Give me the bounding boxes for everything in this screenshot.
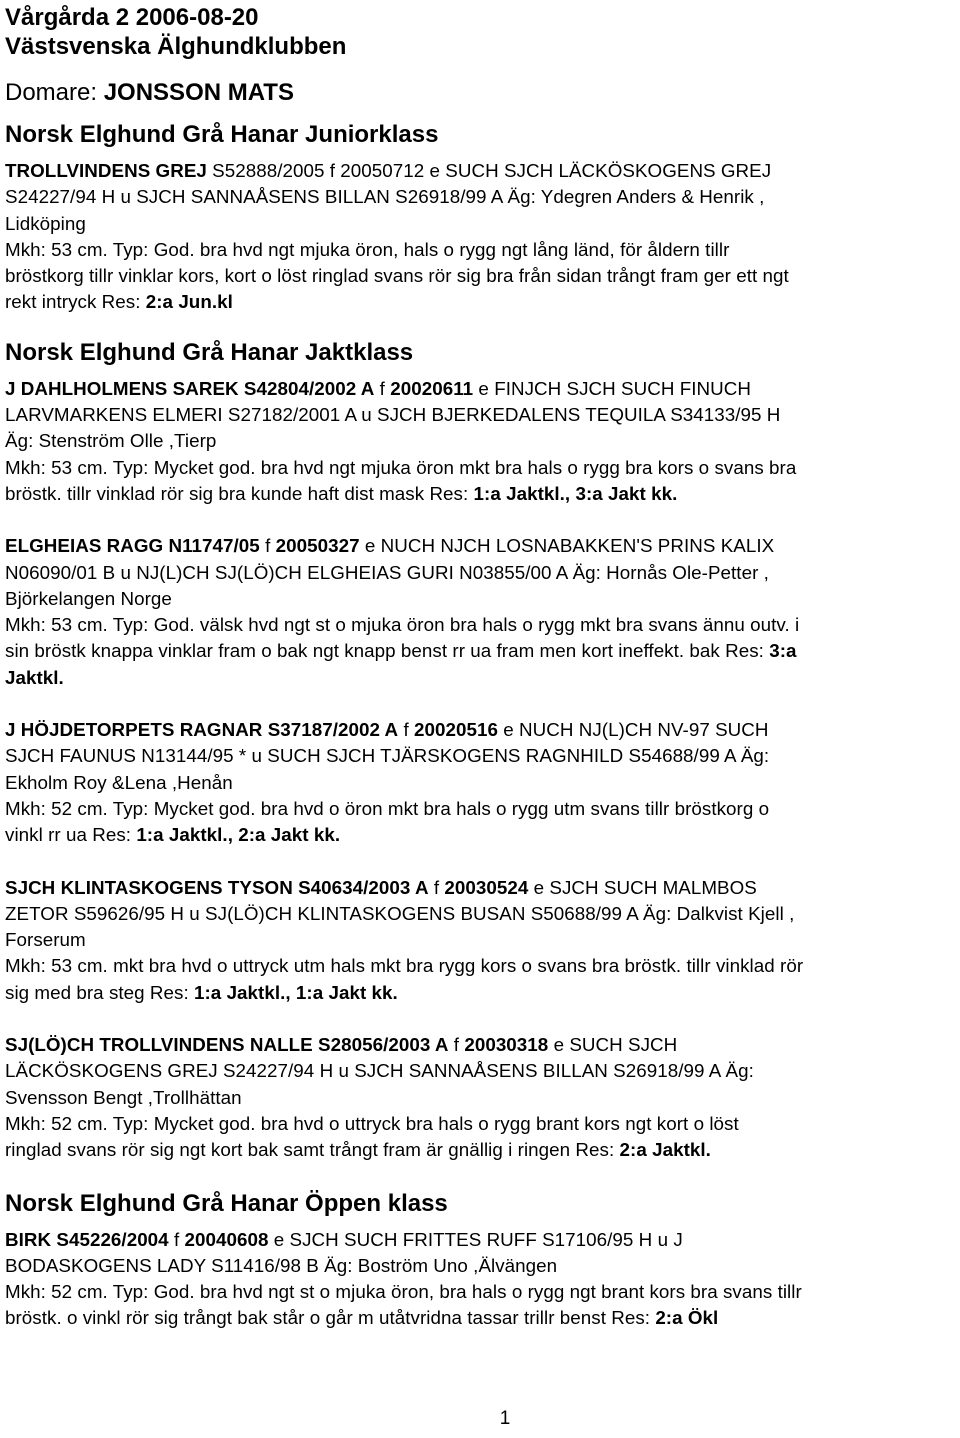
dog-entry: [5, 717, 955, 848]
page-number: 1: [499, 1408, 511, 1429]
dog-entry: [5, 875, 955, 1006]
entry-critique: Mkh: 52 cm. Typ: Mycket god. bra hvd o öron mkt bra hals o rygg utm svans tillr bröstkorg o: [5, 797, 770, 819]
entry-critique: Mkh: 52 cm. Typ: God. bra hvd ngt st o mjuka öron, bra hals o rygg ngt brant kors bra svans tillr: [5, 1281, 802, 1303]
entry-line: [5, 1137, 955, 1163]
dog-entry: [5, 533, 955, 691]
entry-result: 2:a Jun.kl: [145, 291, 233, 313]
document-page: [5, 0, 955, 1332]
entry-critique: Mkh: 53 cm. Typ: God. välsk hvd ngt st o mjuka öron bra hals o rygg mkt bra svans ännu outv. i: [5, 614, 800, 636]
entry-line: [5, 1227, 955, 1253]
entry-critique: sig med bra steg Res:: [5, 981, 194, 1003]
judge-name: JONSSON MATS: [103, 79, 294, 106]
entry-critique: sin bröstk knappa vinklar fram o bak ngt knapp benst rr ua fram men kort ineffekt. bak Res:: [5, 640, 770, 662]
entry-line: [5, 533, 955, 559]
judge-line: [5, 78, 955, 107]
entry-line: Lidköping: [5, 212, 86, 234]
entry-line: S24227/94 H u SJCH SANNAÅSENS BILLAN S26918/99 A Äg: Ydegren Anders & Henrik ,: [5, 186, 765, 208]
entry-pedigree: e SJCH SUCH FRITTES RUFF S17106/95 H u J: [268, 1228, 683, 1250]
entry-line: Forserum: [5, 929, 86, 951]
class-heading-oppen-klass: Norsk Elghund Grå Hanar Öppen klass: [5, 1189, 448, 1217]
entry-line: [5, 638, 955, 664]
entry-pedigree: e SUCH SJCH: [548, 1034, 678, 1056]
entry-pedigree: S52888/2005 f 20050712 e SUCH SJCH LÄCKÖSKOGENS GREJ: [206, 160, 772, 181]
entry-line: Svensson Bengt ,Trollhättan: [5, 1086, 242, 1108]
entry-line: N06090/01 B u NJ(L)CH SJ(LÖ)CH ELGHEIAS GURI N03855/00 A Äg: Hornås Ole-Petter ,: [5, 561, 769, 583]
entry-result: 3:a: [769, 640, 797, 662]
entry-line: [5, 717, 955, 743]
birth-label: f: [448, 1034, 465, 1056]
entry-result: 1:a Jaktkl., 1:a Jakt kk.: [194, 981, 398, 1003]
entry-critique: bröstkorg tillr vinklar kors, kort o löst ringlad svans rör sig bra från sidan trångt fram ger ett ngt: [5, 265, 789, 287]
class-heading-jaktklass: Norsk Elghund Grå Hanar Jaktklass: [5, 338, 414, 366]
entry-critique: bröstk. o vinkl rör sig trångt bak står o går m utåtvridna tassar trillr benst Res:: [5, 1307, 656, 1329]
dog-entry: [5, 158, 955, 316]
dog-name: TROLLVINDENS GREJ: [5, 160, 207, 181]
entry-line: Äg: Stenström Olle ,Tierp: [5, 430, 217, 452]
entry-line: Ekholm Roy &Lena ,Henån: [5, 771, 233, 793]
dog-name: SJ(LÖ)CH TROLLVINDENS NALLE S28056/2003 A: [5, 1034, 449, 1056]
entry-line: [5, 1032, 955, 1058]
entry-line: SJCH FAUNUS N13144/95 * u SUCH SJCH TJÄRSKOGENS RAGNHILD S54688/99 A Äg:: [5, 745, 770, 767]
dog-name: J DAHLHOLMENS SAREK S42804/2002 A: [5, 377, 375, 399]
birth-label: f: [168, 1228, 185, 1250]
entry-critique: vinkl rr ua Res:: [5, 824, 137, 846]
entry-result: 1:a Jaktkl., 2:a Jakt kk.: [136, 824, 341, 846]
dog-entry: [5, 376, 955, 507]
entry-line: [5, 980, 955, 1006]
entry-line: ZETOR S59626/95 H u SJ(LÖ)CH KLINTASKOGENS BUSAN S50688/99 A Äg: Dalkvist Kjell ,: [5, 902, 795, 924]
dog-name: SJCH KLINTASKOGENS TYSON S40634/2003 A: [5, 876, 429, 898]
birth-label: f: [398, 719, 414, 741]
birth-label: f: [374, 377, 391, 399]
entry-line: LARVMARKENS ELMERI S27182/2001 A u SJCH BJERKEDALENS TEQUILA S34133/95 H: [5, 404, 781, 426]
entry-result: 1:a Jaktkl., 3:a Jakt kk.: [473, 482, 678, 504]
entry-line: Björkelangen Norge: [5, 587, 172, 609]
entry-result: Jaktkl.: [5, 666, 64, 688]
entry-critique: Mkh: 52 cm. Typ: Mycket god. bra hvd o uttryck bra hals o rygg brant kors ngt kort o löst: [5, 1112, 739, 1134]
birth-date: 20030524: [444, 876, 529, 898]
birth-date: 20050327: [275, 535, 360, 557]
dog-name: J HÖJDETORPETS RAGNAR S37187/2002 A: [5, 719, 399, 741]
dog-entry: [5, 1227, 955, 1332]
event-title: Vårgårda 2 2006-08-20: [5, 4, 259, 31]
birth-date: 20020611: [390, 377, 474, 399]
dog-name: ELGHEIAS RAGG N11747/05: [5, 535, 260, 557]
judge-label: Domare:: [5, 79, 104, 106]
birth-label: f: [428, 876, 445, 898]
entry-line: [5, 822, 955, 848]
entry-line: BODASKOGENS LADY S11416/98 B Äg: Boström Uno ,Älvängen: [5, 1254, 558, 1276]
entry-line: [5, 875, 955, 901]
entry-pedigree: e NUCH NJCH LOSNABAKKEN'S PRINS KALIX: [359, 535, 775, 557]
entry-result: 2:a Jaktkl.: [619, 1139, 711, 1161]
dog-name: BIRK S45226/2004: [5, 1228, 169, 1250]
club-title: Västsvenska Älghundklubben: [5, 33, 347, 60]
entry-pedigree: e NUCH NJ(L)CH NV-97 SUCH: [497, 719, 769, 741]
dog-entry: [5, 1032, 955, 1163]
entry-line: [5, 376, 955, 402]
entry-line: LÄCKÖSKOGENS GREJ S24227/94 H u SJCH SANNAÅSENS BILLAN S26918/99 A Äg:: [5, 1060, 754, 1082]
birth-date: 20040608: [184, 1228, 269, 1250]
entry-critique: Mkh: 53 cm. Typ: God. bra hvd ngt mjuka öron, hals o rygg ngt lång länd, för åldern tillr: [5, 238, 730, 260]
entry-result: 2:a Ökl: [655, 1307, 719, 1329]
entry-critique: rekt intryck Res:: [5, 291, 146, 313]
entry-critique: Mkh: 53 cm. mkt bra hvd o uttryck utm hals mkt bra rygg kors o svans bra bröstk. tillr vinklad rör: [5, 955, 804, 977]
birth-date: 20030318: [464, 1034, 549, 1056]
entry-line: [5, 481, 955, 507]
class-heading-juniorklass: Norsk Elghund Grå Hanar Juniorklass: [5, 121, 439, 148]
entry-line: [5, 289, 955, 315]
entry-critique: bröstk. tillr vinklad rör sig bra kunde haft dist mask Res:: [5, 482, 474, 504]
birth-date: 20020516: [414, 719, 498, 741]
entry-pedigree: e SJCH SUCH MALMBOS: [528, 876, 757, 898]
entry-line: [5, 1305, 955, 1331]
birth-label: f: [259, 535, 276, 557]
entry-critique: ringlad svans rör sig ngt kort bak samt trångt fram är gnällig i ringen Res:: [5, 1139, 620, 1161]
entry-critique: Mkh: 53 cm. Typ: Mycket god. bra hvd ngt mjuka öron mkt bra hals o rygg bra kors o svans bra: [5, 456, 797, 478]
entry-line: [5, 158, 955, 184]
entry-pedigree: e FINJCH SJCH SUCH FINUCH: [473, 377, 751, 399]
